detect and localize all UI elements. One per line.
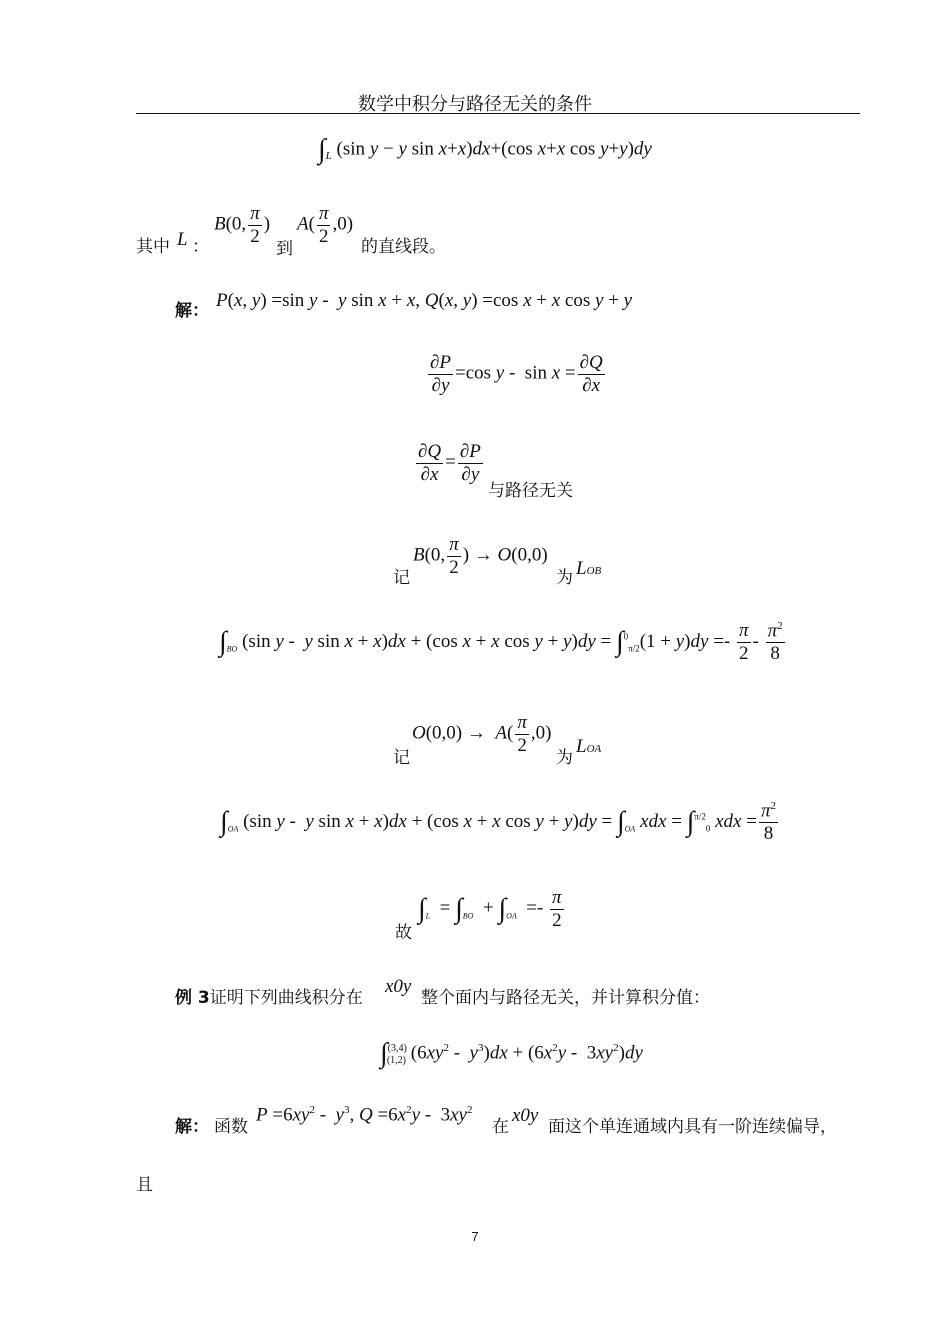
partial-equation-1: $\frac{\partial P}{\partial y}$ =cos y - sin x = $\frac{\partial Q}{\partial x}$ <box>430 352 603 396</box>
ji-label-1: 记 <box>393 568 410 588</box>
partial-equation-2: $\frac{\partial Q}{\partial x}$ = $\frac{\partial P}{\partial y}$ <box>418 441 481 485</box>
final-result: $\int_L = \int_{BO} + \int_{OA}$ =- $\frac{\pi}{2}$ <box>418 887 562 931</box>
L-symbol: L <box>177 229 188 250</box>
example-3-line: 例 3证明下列曲线积分在 <box>175 988 363 1008</box>
hanshu-label: 函数 <box>214 1117 248 1137</box>
gu-label: 故 <box>395 923 412 943</box>
example-3-PQ: $P =6xy^2 - y^3$, $Q =6x^2y - 3xy^2$ <box>256 1104 473 1126</box>
main-integral: $\int_L$ (sin y − y sin x+x)dx+(cos x+x cos y+y)dy <box>318 134 652 165</box>
page-number: 7 <box>471 1229 479 1244</box>
integral-OA: $\int_{OA}$ (sin y - y sin x + x)dx + (cos x + x $\cos y + y)dy = \int_{OA}$ xdx = ∫$^{\pi/2}_0$ xdx = $\frac{\pi^2}{8}$ <box>220 800 776 845</box>
solution-label: 解： <box>175 301 209 321</box>
wei-label-1: 为 <box>556 568 573 588</box>
dao-label: 到 <box>276 239 293 259</box>
x0y-symbol-1: x0y <box>385 976 412 997</box>
qie-label: 且 <box>136 1175 153 1195</box>
domain-text: 面这个单连通域内具有一阶连续偏导， <box>548 1117 837 1137</box>
path-independent-label: 与路径无关 <box>488 481 573 501</box>
example-3-label: 例 3 <box>175 988 210 1008</box>
solution-label-2: 解： <box>175 1117 209 1137</box>
PQ-definition: P(x, y) =sin y - y sin x + x, Q(x, y) =cos x + x cos y + y <box>216 290 633 311</box>
integral-BO: $\int_{BO}$ (sin y - y sin x + x)dx + (cos x + x cos y + y)dy = ∫$^0_{\pi/2}$(1 + y)dy =- $\frac{\pi}{2}$ - $\frac{\pi^2}{8}$ <box>219 620 783 665</box>
point-B: B(0, $\frac{\pi}{2}$ ) <box>214 203 271 247</box>
zhixianduan-label: 的直线段。 <box>361 237 446 257</box>
point-A: A( $\frac{\pi}{2}$ ,0) <box>297 203 354 247</box>
page-header: 数学中积分与路径无关的条件 <box>358 94 592 114</box>
ji-label-2: 记 <box>393 748 410 768</box>
qizhong-label: 其中 <box>136 237 170 257</box>
L-OB: LOB <box>576 558 602 579</box>
wei-label-2: 为 <box>556 748 573 768</box>
example-3-text-b: 整个面内与路径无关，并计算积分值： <box>421 988 710 1008</box>
zai-label: 在 <box>492 1117 509 1137</box>
x0y-symbol-2: x0y <box>512 1105 539 1126</box>
L-OA: LOA <box>576 736 602 757</box>
segment-OA: O(0,0) → A( $\frac{\pi}{2}$ ,0) <box>412 712 552 756</box>
header-rule <box>136 113 860 114</box>
segment-BO: B(0, $\frac{\pi}{2}$ ) → O(0,0) <box>413 534 548 578</box>
colon: ： <box>192 237 209 257</box>
example-3-integral: ∫$^{(3,4)}_{(1,2)}$ $(6xy^2 - y^3)dx + (6x^2y - 3xy^2)dy$ <box>380 1038 643 1069</box>
